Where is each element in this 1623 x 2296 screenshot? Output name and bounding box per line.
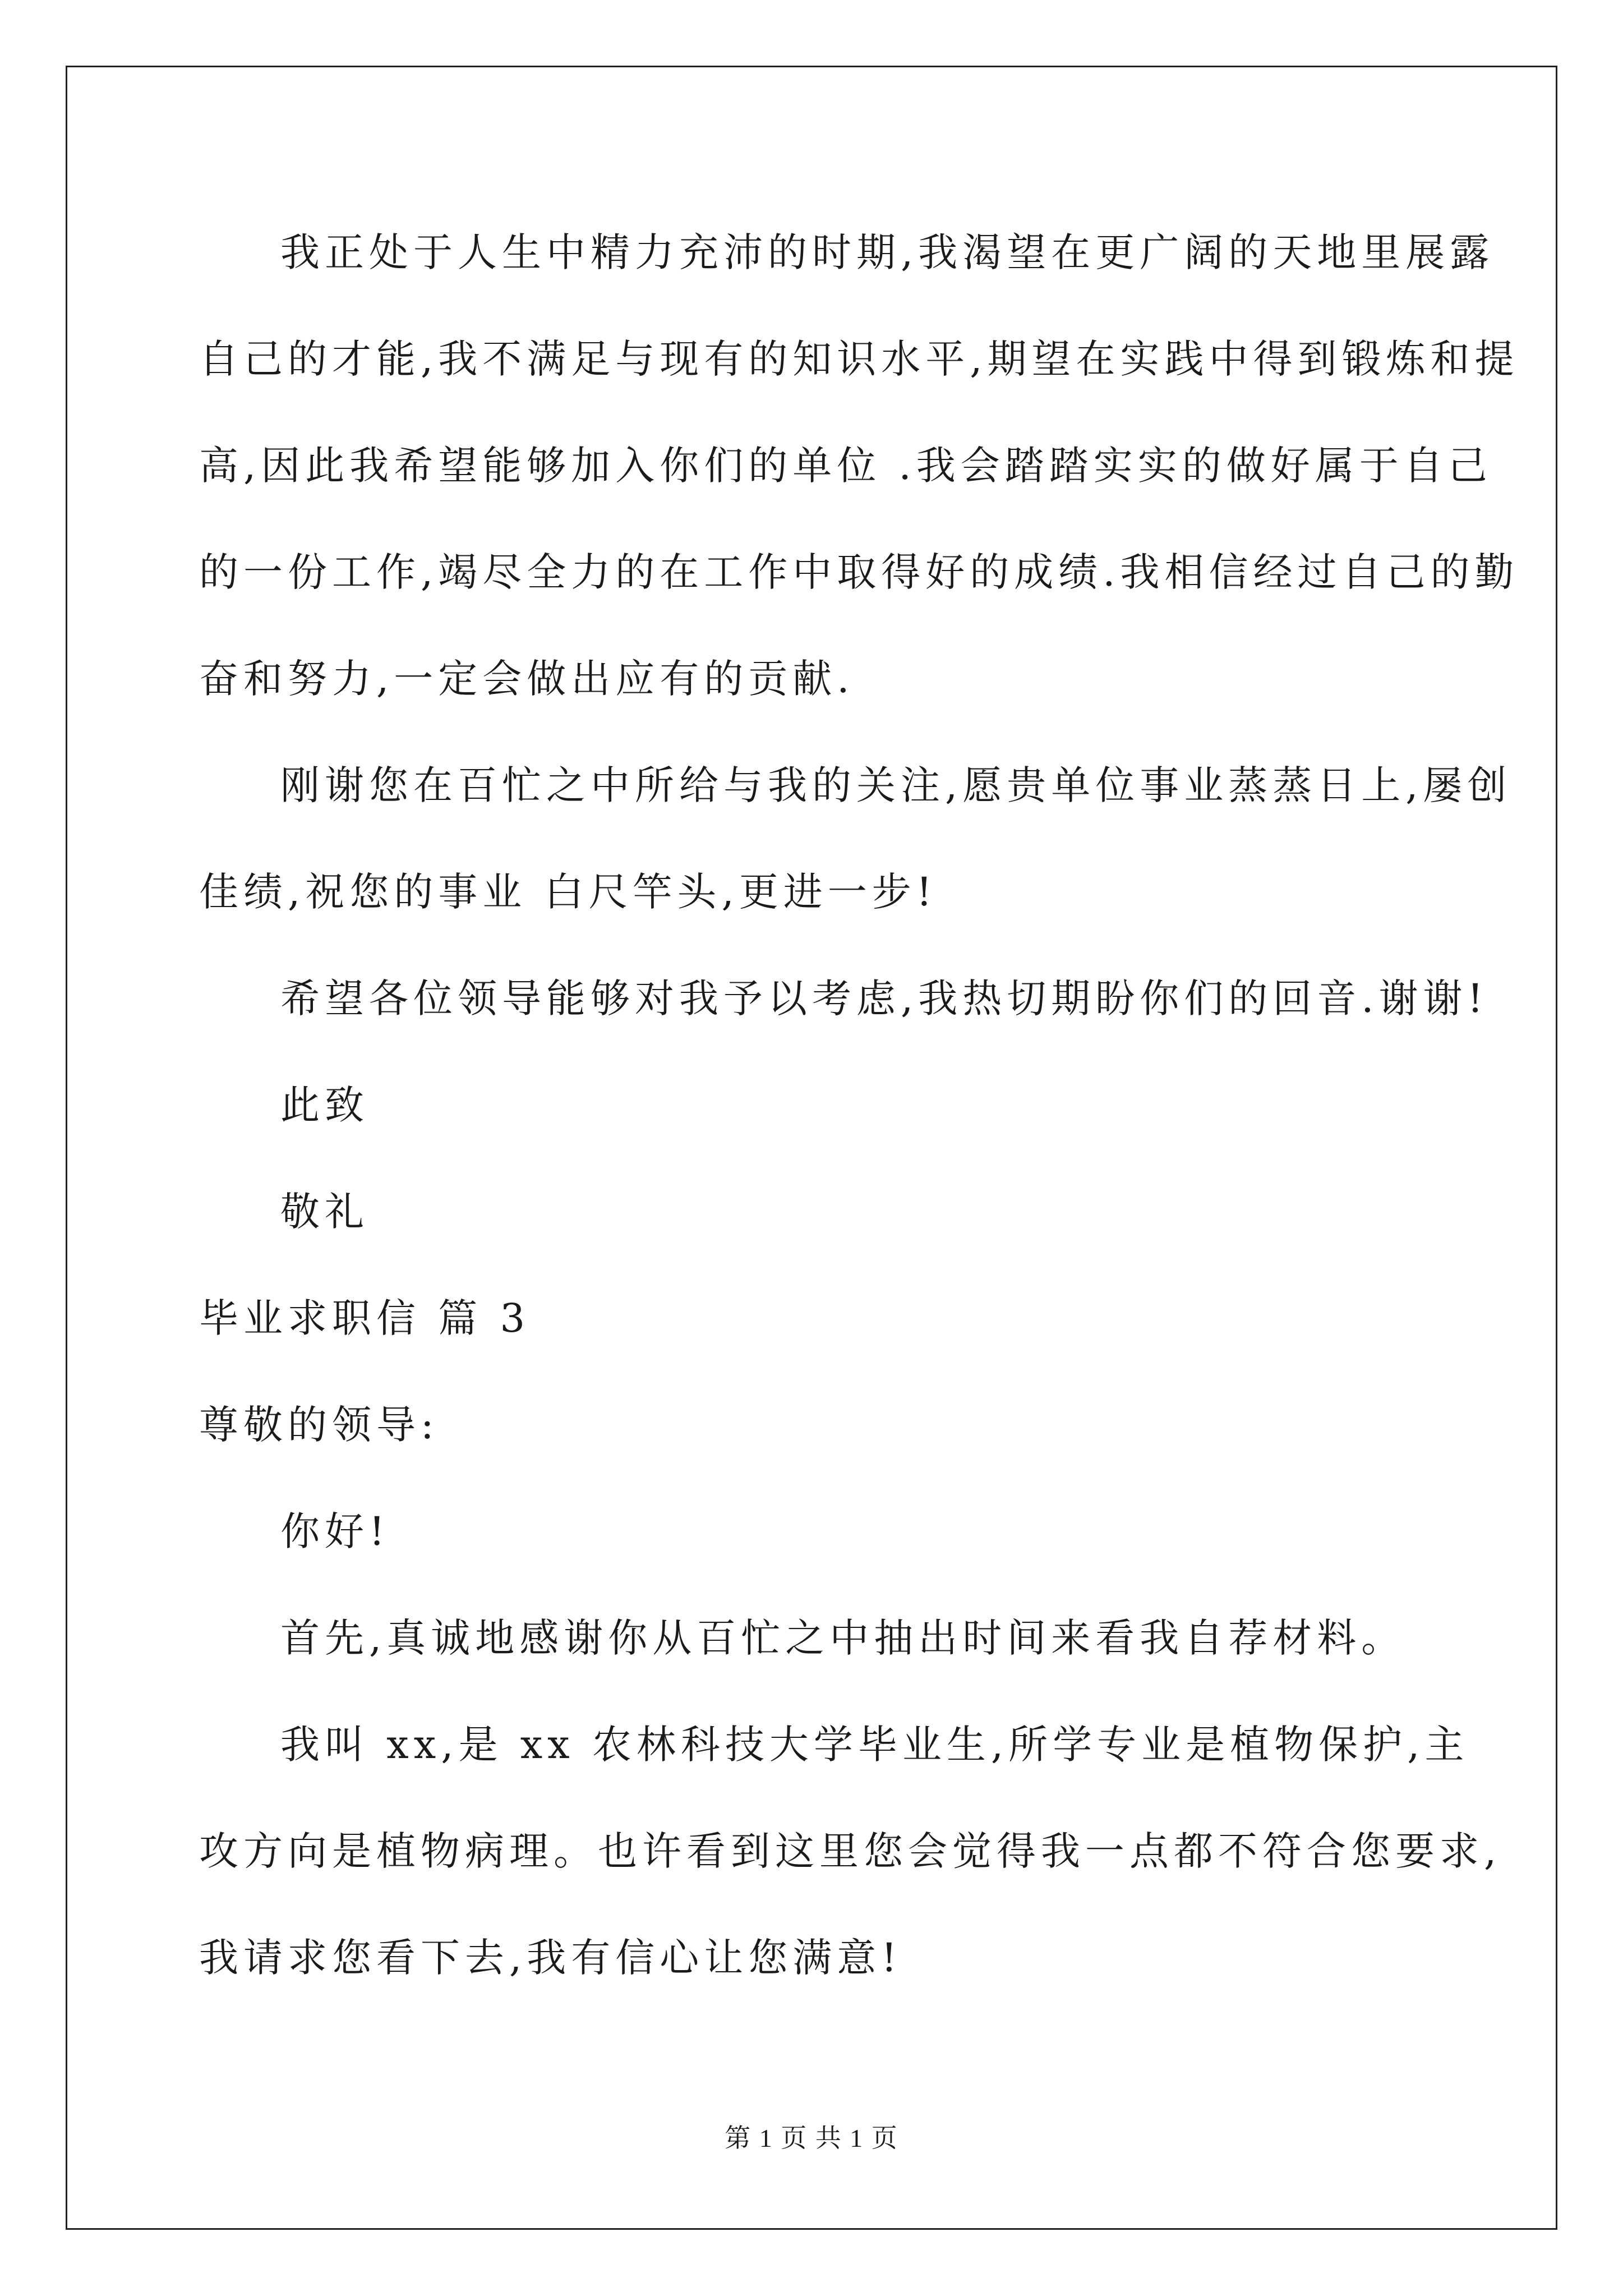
paragraph-5-line-3: 我请求您看下去,我有信心让您满意! [199, 1935, 902, 1981]
page-border [66, 66, 1557, 2230]
closing-line-2: 敬礼 [280, 1189, 369, 1235]
salutation: 尊敬的领导: [199, 1402, 439, 1448]
paragraph-5-line-1: 我叫 xx,是 xx 农林科技大学毕业生,所学专业是植物保护,主 [280, 1722, 1469, 1768]
section-heading: 毕业求职信 篇 3 [199, 1295, 531, 1341]
paragraph-1-line-2: 自己的才能,我不满足与现有的知识水平,期望在实践中得到锻炼和提 [199, 336, 1519, 382]
page-footer: 第 1 页 共 1 页 [725, 2124, 898, 2152]
paragraph-2-line-2: 佳绩,祝您的事业 白尺竿头,更进一步! [199, 869, 937, 915]
paragraph-3: 希望各位领导能够对我予以考虑,我热切期盼你们的回音.谢谢! [280, 976, 1488, 1022]
paragraph-1-line-1: 我正处于人生中精力充沛的时期,我渴望在更广阔的天地里展露 [280, 229, 1495, 275]
paragraph-5-line-2: 攻方向是植物病理。也许看到这里您会觉得我一点都不符合您要求, [199, 1828, 1502, 1874]
greeting: 你好! [280, 1508, 390, 1554]
paragraph-2-line-1: 刚谢您在百忙之中所给与我的关注,愿贵单位事业蒸蒸日上,屡创 [280, 762, 1512, 808]
paragraph-1-line-4: 的一份工作,竭尽全力的在工作中取得好的成绩.我相信经过自己的勤 [199, 549, 1519, 595]
paragraph-1-line-3: 高,因此我希望能够加入你们的单位 .我会踏踏实实的做好属于自己 [199, 443, 1492, 489]
closing-line-1: 此致 [280, 1082, 369, 1128]
paragraph-1-line-5: 奋和努力,一定会做出应有的贡献. [199, 656, 855, 702]
paragraph-4: 首先,真诚地感谢你从百忙之中抽出时间来看我自荐材料。 [280, 1615, 1406, 1661]
